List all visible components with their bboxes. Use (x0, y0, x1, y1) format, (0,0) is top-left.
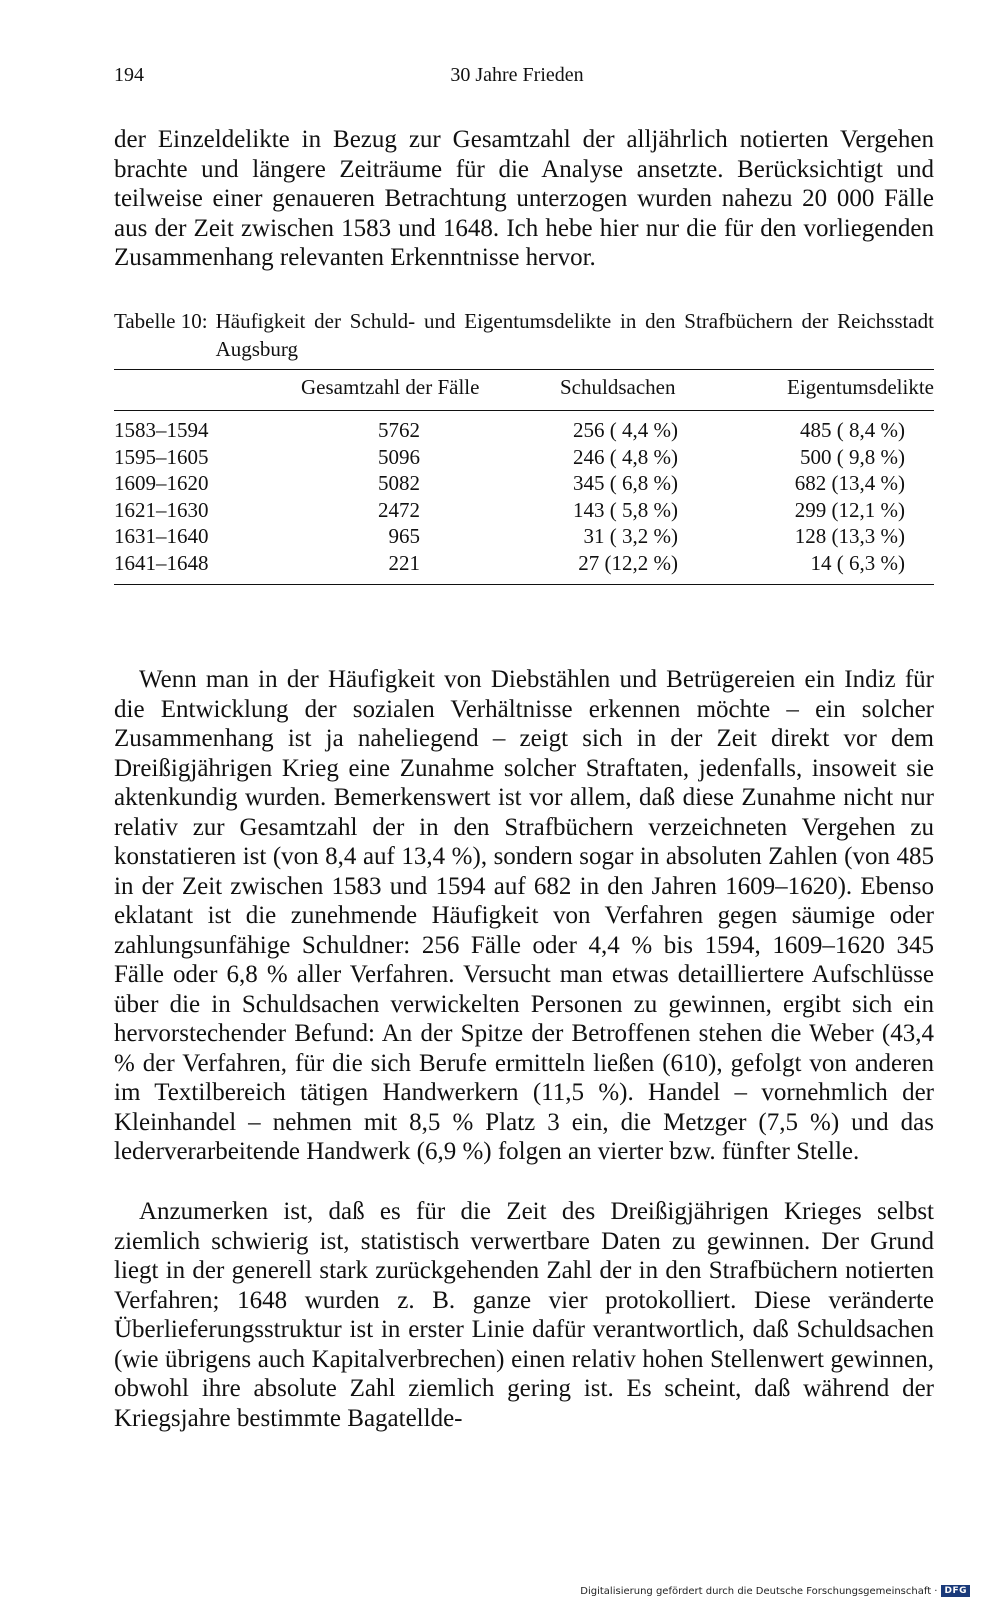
table-row (114, 444, 934, 471)
cell-period: 1631–1640 (114, 524, 209, 548)
cell-debt: 345 ( 6,8 %) (573, 471, 678, 495)
header-debt-cases: Schuldsachen (560, 375, 676, 399)
header-total-cases: Gesamtzahl der Fälle (301, 375, 480, 399)
footer-text: Digitalisierung gefördert durch die Deutsche Forschungsgemeinschaft · (580, 1585, 938, 1597)
cell-period: 1595–1605 (114, 444, 209, 469)
cell-debt: 31 ( 3,2 %) (583, 524, 678, 548)
header-property-offences: Eigentumsdelikte (787, 375, 934, 399)
cell-debt: 256 ( 4,4 %) (573, 418, 678, 442)
cell-property: 14 ( 6,3 %) (810, 550, 905, 575)
cell-debt: 246 ( 4,8 %) (573, 444, 678, 469)
cell-total: 221 (388, 550, 420, 575)
table-header-row (114, 370, 934, 404)
running-title: 30 Jahre Frieden (450, 64, 584, 86)
cell-property: 500 ( 9,8 %) (800, 444, 905, 469)
cell-debt: 27 (12,2 %) (578, 550, 678, 575)
table-row (114, 523, 934, 550)
cell-property: 299 (12,1 %) (794, 497, 905, 522)
dfg-logo-icon: DFG (941, 1585, 970, 1597)
cell-period: 1621–1630 (114, 497, 209, 522)
running-head (114, 64, 920, 94)
cell-total: 5762 (378, 418, 420, 442)
main-paragraph: Wenn man in der Häufigkeit von Diebstählen und Betrügereien ein Indiz für die Entwicklung der sozialen Verhältnisse erkennen möchte – ein solcher Zusammenhang ist ja naheliegend – zeigt sich in der Zeit direkt vor dem Dreißigjährigen Krieg eine Zunahme solcher Straftaten, jedenfalls, insoweit sie aktenkundig wurden. Bemerkenswert ist vor allem, daß diese Zunahme nicht nur relativ zur Gesamtzahl der in den Strafbüchern verzeichneten Vergehen zu konstatieren ist (von 8,4 auf 13,4 %), sondern sogar in absoluten Zahlen (von 485 in der Zeit zwischen 1583 und 1594 auf 682 in den Jahren 1609–1620). Ebenso eklatant ist die zunehmende Häufigkeit von Verfahren gegen säumige oder zahlungsunfähige Schuldner: 256 Fälle oder 4,4 % bis 1594, 1609–1620 345 Fälle oder 6,8 % aller Verfahren. Versucht man etwas detailliertere Aufschlüsse über die in Schuldsachen verwickelten Personen zu gewinnen, ergibt sich ein hervorstechender Befund: An der Spitze der Betroffenen stehen die Weber (43,4 % der Verfahren, für die sich Berufe ermitteln ließen (610), gefolgt von anderen im Textilbereich tätigen Handwerkern (11,5 %). Handel – vornehmlich der Kleinhandel – nehmen mit 8,5 % Platz 3 ein, die Metzger (7,5 %) und das lederverarbeitende Handwerk (6,9 %) folgen an vierter bzw. fünfter Stelle. (114, 666, 934, 1165)
cell-property: 128 (13,3 %) (794, 524, 905, 548)
page-number: 194 (114, 64, 144, 86)
cell-period: 1641–1648 (114, 550, 209, 575)
cell-total: 965 (388, 524, 420, 548)
intro-paragraph: der Einzeldelikte in Bezug zur Gesamtzahl der alljährlich notierten Vergehen brachte und längere Zeiträume für die Analyse ansetzte. Berücksichtigt und teilweise einer genaueren Betrachtung unterzogen wurden nahezu 20 000 Fälle aus der Zeit zwischen 1583 und 1648. Ich hebe hier nur die für den vorliegenden Zusammenhang relevanten Erkenntnisse hervor. (114, 126, 934, 271)
table-header-rule (114, 410, 934, 411)
cell-total: 2472 (378, 497, 420, 522)
cell-period: 1583–1594 (114, 418, 209, 442)
cell-property: 682 (13,4 %) (794, 471, 905, 495)
statistics-table (114, 369, 934, 585)
table-row (114, 497, 934, 524)
digitization-footer (580, 1585, 970, 1597)
table-row (114, 417, 934, 444)
table-row (114, 470, 934, 497)
cell-property: 485 ( 8,4 %) (800, 418, 905, 442)
cell-total: 5096 (378, 444, 420, 469)
final-paragraph: Anzumerken ist, daß es für die Zeit des Dreißigjährigen Krieges selbst ziemlich schwierig ist, statistisch verwertbare Daten zu gewinnen. Der Grund liegt in der generell stark zurückgehenden Zahl der in den Strafbüchern notierten Verfahren; 1648 wurden z. B. ganze vier protokolliert. Diese veränderte Überlieferungsstruktur ist in erster Linie dafür verantwortlich, daß Schuldsachen (wie übrigens auch Kapitalverbrechen) einen relativ hohen Stellenwert gewinnen, obwohl ihre absolute Zahl ziemlich gering ist. Es scheint, daß während der Kriegsjahre bestimmte Bagatellde- (114, 1198, 934, 1432)
table-row (114, 550, 934, 577)
cell-total: 5082 (378, 471, 420, 495)
table-caption (114, 307, 934, 363)
cell-debt: 143 ( 5,8 %) (573, 497, 678, 522)
table-caption-text: Häufigkeit der Schuld- und Eigentumsdelikte in den Strafbüchern der Reichsstadt Augsburg (215, 309, 934, 361)
table-bottom-rule (114, 584, 934, 585)
table-caption-label: Tabelle 10: (114, 309, 208, 333)
cell-period: 1609–1620 (114, 471, 209, 495)
